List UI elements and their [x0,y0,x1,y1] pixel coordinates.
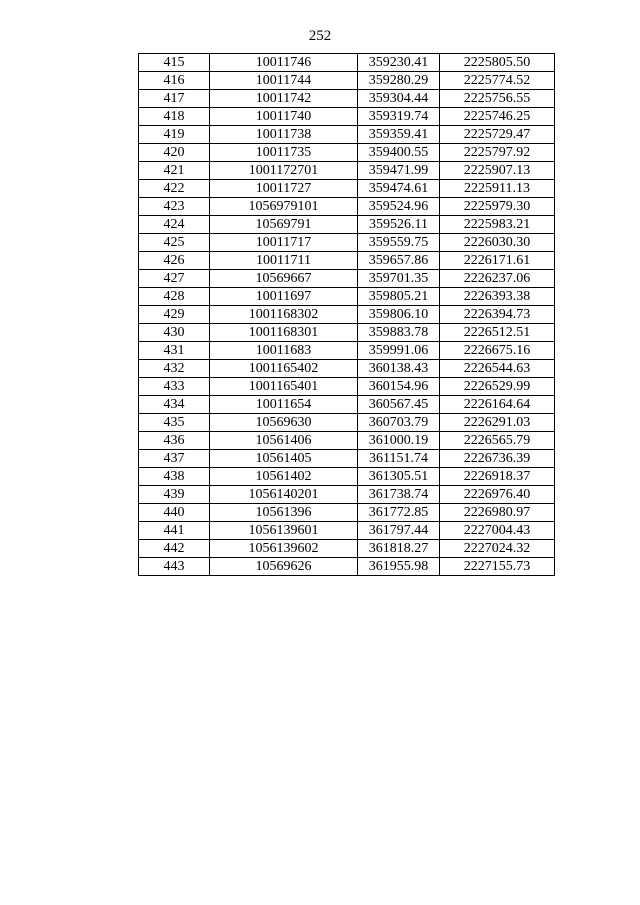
cell-x-coordinate: 359230.41 [358,54,440,72]
table-row [139,180,555,198]
cell-point-id: 10569791 [210,216,358,234]
cell-point-id: 1056139602 [210,540,358,558]
table-row [139,414,555,432]
table-row [139,216,555,234]
cell-x-coordinate: 359359.41 [358,126,440,144]
cell-x-coordinate: 359701.35 [358,270,440,288]
cell-point-number: 431 [139,342,210,360]
table-row [139,108,555,126]
cell-point-id: 10561405 [210,450,358,468]
cell-point-number: 436 [139,432,210,450]
cell-point-id: 10561396 [210,504,358,522]
cell-point-number: 418 [139,108,210,126]
cell-x-coordinate: 359319.74 [358,108,440,126]
table-row [139,288,555,306]
cell-x-coordinate: 359657.86 [358,252,440,270]
cell-x-coordinate: 361305.51 [358,468,440,486]
table-row [139,90,555,108]
cell-point-id: 1056139601 [210,522,358,540]
cell-y-coordinate: 2226565.79 [440,432,555,450]
cell-x-coordinate: 361818.27 [358,540,440,558]
cell-y-coordinate: 2225805.50 [440,54,555,72]
cell-y-coordinate: 2225774.52 [440,72,555,90]
cell-point-number: 437 [139,450,210,468]
cell-x-coordinate: 359805.21 [358,288,440,306]
cell-y-coordinate: 2226291.03 [440,414,555,432]
table-row [139,504,555,522]
cell-point-number: 423 [139,198,210,216]
table-row [139,144,555,162]
cell-point-number: 429 [139,306,210,324]
cell-y-coordinate: 2225797.92 [440,144,555,162]
table-row [139,468,555,486]
cell-x-coordinate: 359526.11 [358,216,440,234]
table-row [139,324,555,342]
table-row [139,270,555,288]
cell-point-number: 415 [139,54,210,72]
cell-x-coordinate: 360567.45 [358,396,440,414]
cell-point-id: 10569626 [210,558,358,576]
cell-point-number: 435 [139,414,210,432]
table-row [139,198,555,216]
page-number: 252 [308,28,332,44]
cell-point-number: 427 [139,270,210,288]
cell-point-id: 1001168301 [210,324,358,342]
table-row [139,450,555,468]
cell-point-id: 10569630 [210,414,358,432]
cell-x-coordinate: 359400.55 [358,144,440,162]
cell-x-coordinate: 361955.98 [358,558,440,576]
cell-point-number: 442 [139,540,210,558]
cell-x-coordinate: 359883.78 [358,324,440,342]
cell-point-number: 424 [139,216,210,234]
cell-x-coordinate: 359559.75 [358,234,440,252]
cell-x-coordinate: 359474.61 [358,180,440,198]
cell-point-number: 417 [139,90,210,108]
cell-x-coordinate: 361000.19 [358,432,440,450]
cell-point-id: 10011746 [210,54,358,72]
cell-y-coordinate: 2227004.43 [440,522,555,540]
cell-y-coordinate: 2226529.99 [440,378,555,396]
cell-y-coordinate: 2226393.38 [440,288,555,306]
table-row [139,432,555,450]
cell-y-coordinate: 2226030.30 [440,234,555,252]
cell-y-coordinate: 2226171.61 [440,252,555,270]
cell-point-number: 419 [139,126,210,144]
cell-x-coordinate: 360138.43 [358,360,440,378]
cell-y-coordinate: 2226544.63 [440,360,555,378]
cell-y-coordinate: 2225907.13 [440,162,555,180]
cell-y-coordinate: 2226164.64 [440,396,555,414]
cell-y-coordinate: 2227024.32 [440,540,555,558]
cell-point-number: 422 [139,180,210,198]
coordinates-table [138,53,555,576]
cell-y-coordinate: 2226976.40 [440,486,555,504]
cell-x-coordinate: 359524.96 [358,198,440,216]
table-row [139,126,555,144]
table-row [139,540,555,558]
table-row [139,522,555,540]
cell-point-number: 432 [139,360,210,378]
cell-y-coordinate: 2226675.16 [440,342,555,360]
table-row [139,54,555,72]
cell-point-id: 1001168302 [210,306,358,324]
cell-point-id: 1056140201 [210,486,358,504]
cell-x-coordinate: 359280.29 [358,72,440,90]
table-row [139,396,555,414]
cell-point-id: 10011740 [210,108,358,126]
cell-point-number: 441 [139,522,210,540]
cell-y-coordinate: 2226237.06 [440,270,555,288]
table-row [139,306,555,324]
cell-y-coordinate: 2225729.47 [440,126,555,144]
cell-point-id: 1001165401 [210,378,358,396]
cell-point-id: 10561402 [210,468,358,486]
cell-x-coordinate: 359471.99 [358,162,440,180]
cell-point-number: 440 [139,504,210,522]
cell-point-id: 10011735 [210,144,358,162]
table-row [139,558,555,576]
table-row [139,72,555,90]
cell-point-id: 10011738 [210,126,358,144]
table-row [139,378,555,396]
cell-point-id: 10011683 [210,342,358,360]
table-row [139,252,555,270]
cell-point-id: 10011717 [210,234,358,252]
cell-x-coordinate: 361772.85 [358,504,440,522]
cell-point-id: 10569667 [210,270,358,288]
cell-point-id: 10011744 [210,72,358,90]
cell-y-coordinate: 2226980.97 [440,504,555,522]
cell-y-coordinate: 2226394.73 [440,306,555,324]
table-row [139,162,555,180]
cell-y-coordinate: 2225983.21 [440,216,555,234]
cell-y-coordinate: 2226918.37 [440,468,555,486]
cell-y-coordinate: 2227155.73 [440,558,555,576]
cell-point-id: 10011742 [210,90,358,108]
cell-point-number: 428 [139,288,210,306]
cell-point-number: 426 [139,252,210,270]
cell-point-id: 10561406 [210,432,358,450]
cell-y-coordinate: 2225746.25 [440,108,555,126]
cell-y-coordinate: 2225756.55 [440,90,555,108]
cell-point-number: 430 [139,324,210,342]
cell-point-id: 10011697 [210,288,358,306]
cell-point-id: 1001172701 [210,162,358,180]
cell-point-id: 1056979101 [210,198,358,216]
cell-y-coordinate: 2225911.13 [440,180,555,198]
table-row [139,360,555,378]
table-row [139,486,555,504]
cell-point-id: 10011711 [210,252,358,270]
cell-point-number: 438 [139,468,210,486]
cell-point-number: 421 [139,162,210,180]
cell-point-number: 434 [139,396,210,414]
cell-x-coordinate: 360154.96 [358,378,440,396]
cell-point-number: 416 [139,72,210,90]
cell-y-coordinate: 2225979.30 [440,198,555,216]
cell-x-coordinate: 359806.10 [358,306,440,324]
table-row [139,234,555,252]
cell-point-number: 420 [139,144,210,162]
cell-point-id: 10011727 [210,180,358,198]
cell-point-number: 439 [139,486,210,504]
cell-x-coordinate: 361151.74 [358,450,440,468]
table-body [139,54,555,576]
cell-x-coordinate: 359304.44 [358,90,440,108]
cell-x-coordinate: 359991.06 [358,342,440,360]
cell-point-id: 1001165402 [210,360,358,378]
cell-x-coordinate: 360703.79 [358,414,440,432]
cell-y-coordinate: 2226512.51 [440,324,555,342]
cell-x-coordinate: 361797.44 [358,522,440,540]
cell-y-coordinate: 2226736.39 [440,450,555,468]
cell-x-coordinate: 361738.74 [358,486,440,504]
cell-point-number: 425 [139,234,210,252]
table-row [139,342,555,360]
cell-point-number: 443 [139,558,210,576]
cell-point-id: 10011654 [210,396,358,414]
cell-point-number: 433 [139,378,210,396]
